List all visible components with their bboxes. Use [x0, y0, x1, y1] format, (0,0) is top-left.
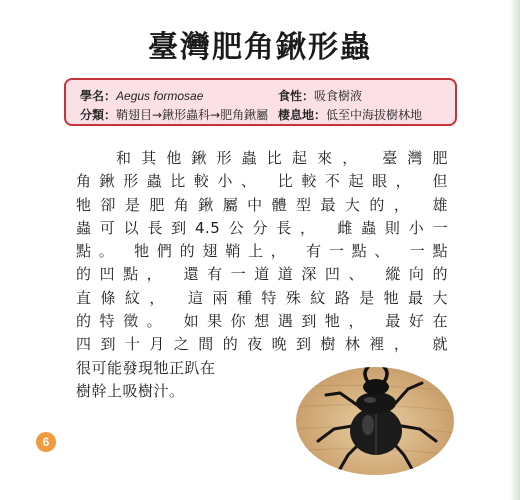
body-line: 的凹點， 還有一道道深凹、 縱向的 — [76, 265, 448, 284]
classification-value: 鞘翅目→鍬形蟲科→肥角鍬屬 — [116, 108, 269, 122]
body-line: 和其他鍬形蟲比起來， 臺灣肥 — [116, 149, 448, 167]
food-label: 食性： — [278, 89, 315, 103]
habitat-row — [278, 106, 422, 123]
body-line: 直條紋， 這兩種特殊紋路是牠最大 — [76, 288, 448, 307]
body-text — [76, 147, 448, 403]
scientific-name-value: Aegus formosae — [116, 89, 204, 103]
species-info-box — [64, 78, 457, 126]
habitat-value: 低至中海拔樹林地 — [326, 108, 423, 122]
page-number: 6 — [36, 432, 56, 452]
body-line: 四到十月之間的夜晚到樹林裡， 就 — [76, 335, 448, 354]
food-row — [278, 87, 362, 104]
scientific-name-label: 學名： — [80, 89, 117, 103]
body-line: 牠卻是肥角鍬屬中體型最大的， 雄 — [76, 195, 448, 214]
classification-label: 分類： — [80, 108, 117, 122]
food-value: 吸食樹液 — [314, 89, 363, 103]
body-line: 很可能發現牠正趴在 — [76, 358, 216, 377]
body-line: 點。 牠們的翅鞘上， 有一點、 一點 — [76, 242, 448, 261]
body-line: 的特徵。 如果你想遇到牠， 最好在 — [76, 312, 448, 331]
beetle-photo — [296, 367, 454, 475]
scientific-name-row — [80, 87, 203, 104]
habitat-label: 棲息地： — [278, 108, 327, 122]
stag-beetle-illustration — [296, 367, 454, 475]
classification-row — [80, 106, 268, 123]
page-title: 臺灣肥角鍬形蟲 — [148, 30, 372, 65]
body-line: 角鍬形蟲比較小、 比較不起眼， 但 — [76, 172, 448, 191]
page-edge — [510, 0, 520, 500]
body-line: 蟲可以長到4.5公分長， 雌蟲則小一 — [76, 218, 448, 237]
body-line: 樹幹上吸樹汁。 — [76, 381, 185, 400]
